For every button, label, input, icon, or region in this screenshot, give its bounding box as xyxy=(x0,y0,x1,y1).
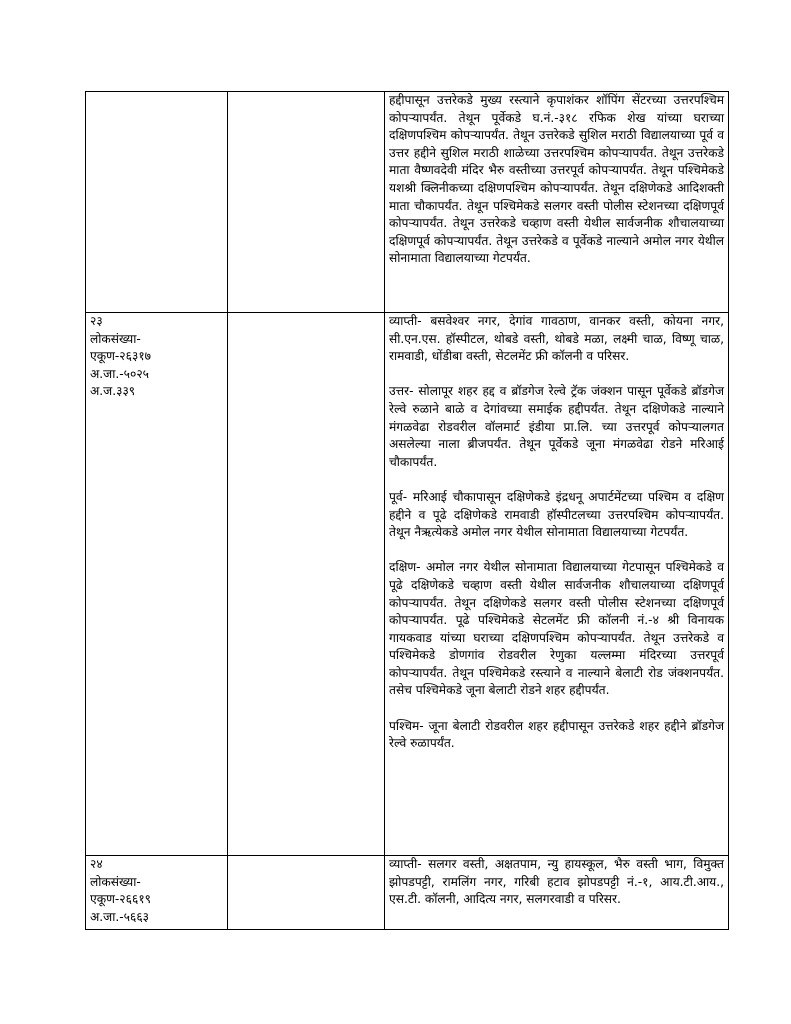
empty-cell xyxy=(228,856,385,930)
coverage-paragraph: व्याप्ती- बसवेश्वर नगर, देगांव गावठाण, वानकर वस्ती, कोयना नगर, सी.एन.एस. हॉस्पीटल, थोबडे वस्ती, थोबडे मळा, लक्ष्मी चाळ, विष्णू चाळ, रामवाडी, धोंडीबा वस्ती, सेटलमेंट फ्री कॉलनी व परिसर. xyxy=(389,314,724,364)
ward-info-cell xyxy=(86,92,228,313)
table-row xyxy=(86,313,729,856)
population-total: एकूण-२६३१७ xyxy=(90,349,151,364)
population-total: एकूण-२६६१९ xyxy=(90,892,151,907)
ward-number: २४ xyxy=(90,857,103,871)
population-sc: अ.जा.-५०२५ xyxy=(90,366,150,381)
population-sc: अ.जा.-५६६३ xyxy=(90,909,150,924)
empty-cell xyxy=(228,92,385,313)
population-st: अ.ज.३३९ xyxy=(90,384,136,399)
west-boundary-paragraph: पश्चिम- जूना बेलाटी रोडवरील शहर हद्दीपासून उत्तरेकडे शहर हद्दीने ब्रॉडगेज रेल्वे रुळापर्यंत. xyxy=(389,718,724,751)
ward-info-cell xyxy=(86,313,228,856)
table-row xyxy=(86,856,729,930)
boundary-description-cell xyxy=(385,313,729,856)
north-boundary-paragraph: उत्तर- सोलापूर शहर हद्द व ब्रॉडगेज रेल्वे ट्रॅक जंक्शन पासून पूर्वेकडे ब्रॉडगेज रेल्वे रुळाने बाळे व देगांवच्या समाईक हद्दीपर्यंत. तेथून दक्षिणेकडे नाल्याने मंगळवेढा रोडवरील वॉलमार्ट इंडीया प्रा.लि. च्या उत्तरपूर्व कोपऱ्यालगत असलेल्या नाला ब्रीजपर्यंत. तेथून पूर्वेकडे जूना मंगळवेढा रोडने मरिआई चौकापर्यंत. xyxy=(389,384,724,469)
south-boundary-paragraph: दक्षिण- अमोल नगर येथील सोनामाता विद्यालयाच्या गेटपासून पश्चिमेकडे व पूढे दक्षिणेकडे चव्हाण वस्ती येथील सार्वजनीक शौचालयाच्या दक्षिणपूर्व कोपऱ्यापर्यंत. तेथून दक्षिणेकडे सलगर वस्ती पोलीस स्टेशनच्या दक्षिणपूर्व कोपऱ्यापर्यंत. पूढे पश्चिमेकडे सेटलमेंट फ्री कॉलनी नं.-४ श्री विनायक गायकवाड यांच्या घराच्या दक्षिणपश्चिम कोपऱ्यापर्यंत. तेथून उत्तरेकडे व पश्चिमेकडे डोणगांव रोडवरील रेणुका यल्लम्मा मंदिरच्या उत्तरपूर्व कोपऱ्यापर्यंत. तेथून पश्चिमेकडे रस्त्याने व नाल्याने बेलाटी रोड जंक्शनपर्यंत. तसेच पश्चिमेकडे जूना बेलाटी रोडने शहर हद्दीपर्यंत. xyxy=(389,560,724,698)
ward-info-cell xyxy=(86,856,228,930)
population-label: लोकसंख्या- xyxy=(90,331,141,346)
population-label: लोकसंख्या- xyxy=(90,874,141,889)
table-row xyxy=(86,92,729,313)
east-boundary-paragraph: पूर्व- मरिआई चौकापासून दक्षिणेकडे इंद्रधनू अपार्टमेंटच्या पश्चिम व दक्षिण हद्दीने व पूढे दक्षिणेकडे रामवाडी हॉस्पीटलच्या उत्तरपश्चिम कोपऱ्यापर्यंत. तेथून नैऋत्येकडे अमोल नगर येथील सोनामाता विद्यालयाच्या गेटपर्यंत. xyxy=(389,489,724,540)
boundary-description-cell xyxy=(385,92,729,313)
empty-cell xyxy=(228,313,385,856)
boundary-description-cell xyxy=(385,856,729,930)
coverage-paragraph: व्याप्ती- सलगर वस्ती, अक्षतपाम, न्यु हायस्कूल, भैरु वस्ती भाग, विमुक्त झोपडपट्टी, रामलिंग नगर, गरिबी हटाव झोपडपट्टी नं.-१, आय.टी.आय., एस.टी. कॉलनी, आदित्य नगर, सलगरवाडी व परिसर. xyxy=(389,857,724,907)
ward-boundary-table xyxy=(85,91,729,930)
boundary-paragraph: हद्दीपासून उत्तरेकडे मुख्य रस्त्याने कृपाशंकर शॉपिंग सेंटरच्या उत्तरपश्चिम कोपऱ्यापर्यंत. तेथून पूर्वेकडे घ.नं.-३१८ रफिक शेख यांच्या घराच्या दक्षिणपश्चिम कोपऱ्यापर्यंत. तेथून उत्तरेकडे सुशिल मराठी विद्यालयाच्या पूर्व व उत्तर हद्दीने सुशिल मराठी शाळेच्या उत्तरपश्चिम कोपऱ्यापर्यंत. तेथून उत्तरेकडे माता वैष्णवदेवी मंदिर भैरु वस्तीच्या उत्तरपूर्व कोपऱ्यापर्यंत. तेथून पश्चिमेकडे यशश्री क्लिनीकच्या दक्षिणपश्चिम कोपऱ्यापर्यंत. तेथून दक्षिणेकडे आदिशक्ती माता चौकापर्यंत. तेथून पश्चिमेकडे सलगर वस्ती पोलीस स्टेशनच्या दक्षिणपूर्व कोपऱ्यापर्यंत. तेथून उत्तरेकडे चव्हाण वस्ती येथील सार्वजनीक शौचालयाच्या दक्षिणपूर्व कोपऱ्यापर्यंत. तेथून उत्तरेकडे व पूर्वेकडे नाल्याने अमोल नगर येथील सोनामाता विद्यालयाच्या गेटपर्यंत. xyxy=(389,93,724,266)
ward-number: २३ xyxy=(90,314,103,328)
